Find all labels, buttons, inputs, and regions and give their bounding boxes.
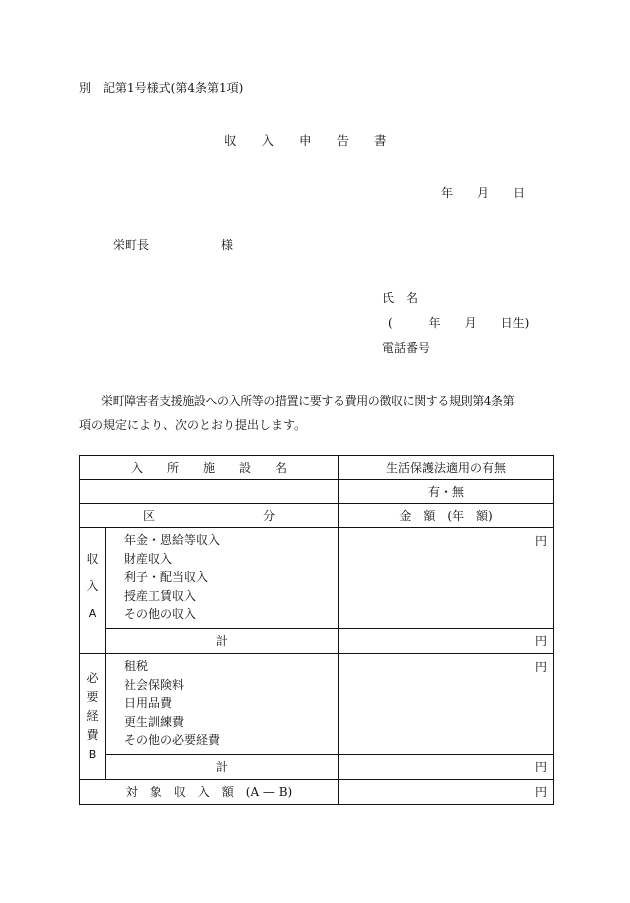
- expense-item: 租税: [124, 658, 149, 673]
- document-title: 収 入 申 告 書: [224, 133, 387, 148]
- income-item: 利子・配当収入: [124, 570, 209, 585]
- yen-unit: 円: [535, 534, 548, 548]
- body-text-line-2: 項の規定により、次のとおり提出します。: [79, 418, 307, 432]
- yen-unit: 円: [535, 634, 548, 649]
- income-items: [106, 528, 339, 629]
- expense-side-char: 費: [86, 727, 99, 742]
- target-income-label: 対 象 収 入 額 (A — B): [80, 779, 339, 804]
- income-side-char: A: [88, 606, 97, 620]
- income-side-char: 収: [86, 551, 99, 566]
- income-item: その他の収入: [124, 607, 197, 622]
- expense-side-char: 要: [86, 689, 99, 704]
- income-item: 年金・恩給等収入: [124, 533, 221, 547]
- expense-subtotal-amount[interactable]: [339, 754, 554, 779]
- expense-item: 社会保険料: [124, 677, 185, 692]
- target-income-amount[interactable]: [339, 779, 554, 804]
- applicant-phone-label: 電話番号: [382, 341, 431, 355]
- applicant-name-label: 氏 名: [382, 291, 419, 305]
- income-side-label: [80, 528, 106, 654]
- body-text-line-1: 栄町障害者支援施設への入所等の措置に要する費用の徴収に関する規則第4条第: [101, 394, 515, 408]
- date-line: 年 月 日: [441, 186, 526, 200]
- income-subtotal-label: 計: [106, 628, 339, 653]
- welfare-yes-no[interactable]: 有・無: [339, 480, 554, 504]
- income-side-char: 入: [86, 578, 99, 593]
- yen-unit: 円: [535, 659, 548, 674]
- addressee: 栄町長 様: [113, 238, 234, 252]
- income-declaration-table: [79, 455, 554, 805]
- yen-unit: 円: [535, 760, 548, 775]
- applicant-birth-line: ( 年 月 日生): [388, 316, 530, 330]
- expense-item: その他の必要経費: [124, 733, 221, 748]
- category-header: 区 分: [80, 504, 339, 528]
- expense-subtotal-label: 計: [106, 754, 339, 779]
- facility-name-header: 入 所 施 設 名: [80, 456, 339, 480]
- expense-side-char: B: [88, 747, 97, 761]
- expense-items: [106, 653, 339, 754]
- expense-side-char: 経: [86, 708, 99, 723]
- expense-item: 更生訓練費: [124, 714, 185, 729]
- welfare-application-header: 生活保護法適用の有無: [339, 456, 554, 480]
- income-subtotal-amount[interactable]: [339, 628, 554, 653]
- form-number-label: 別 記第1号様式(第4条第1項): [79, 81, 244, 95]
- yen-unit: 円: [535, 785, 548, 800]
- facility-name-input[interactable]: [80, 480, 339, 504]
- expense-side-char: 必: [86, 670, 99, 685]
- income-item: 財産収入: [124, 551, 173, 566]
- annual-amount-header: 金 額 (年 額): [339, 504, 554, 528]
- income-amount-cell[interactable]: [339, 528, 554, 629]
- expense-side-label: [80, 653, 106, 779]
- expense-amount-cell[interactable]: [339, 653, 554, 754]
- income-item: 授産工賃収入: [124, 588, 197, 603]
- expense-item: 日用品費: [124, 696, 173, 711]
